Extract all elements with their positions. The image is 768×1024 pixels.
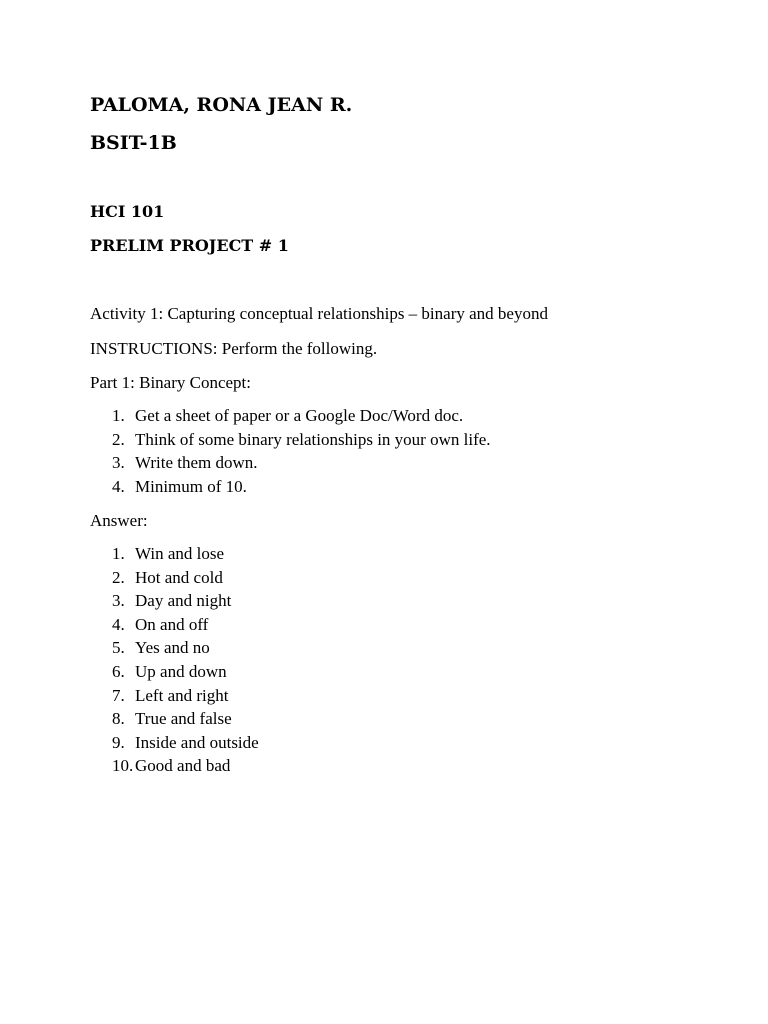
list-number: 9. [112, 732, 125, 752]
list-number: 3. [112, 453, 125, 473]
list-number: 4. [112, 476, 125, 496]
answer-label: Answer: [90, 511, 148, 530]
list-text: Inside and outside [135, 732, 259, 752]
list-text: Write them down. [135, 453, 258, 473]
course-code: HCI 101 [90, 202, 165, 221]
list-number: 10. [112, 756, 134, 776]
part-title: Part 1: Binary Concept: [90, 373, 252, 392]
list-number: 1. [112, 406, 125, 425]
list-number: 6. [112, 661, 125, 681]
list-text: Hot and cold [135, 567, 223, 587]
list-number: 4. [112, 614, 125, 634]
student-section: BSIT-1B [90, 132, 177, 154]
list-text: Good and bad [135, 756, 231, 776]
list-text: Minimum of 10. [135, 476, 247, 496]
list-text: Yes and no [135, 638, 210, 658]
student-name: PALOMA, RONA JEAN R. [90, 94, 353, 116]
list-number: 1. [112, 544, 125, 563]
instructions: INSTRUCTIONS: Perform the following. [90, 339, 378, 358]
list-number: 2. [112, 567, 125, 587]
list-text: Think of some binary relationships in your own life. [135, 429, 491, 449]
list-number: 7. [112, 685, 125, 705]
list-number: 2. [112, 429, 125, 449]
list-number: 3. [112, 591, 125, 611]
list-number: 8. [112, 709, 125, 729]
list-text: Up and down [135, 661, 227, 681]
list-text: Day and night [135, 591, 232, 611]
project-title: PRELIM PROJECT # 1 [90, 236, 289, 255]
list-number: 5. [112, 638, 125, 658]
list-text: Win and lose [135, 544, 225, 563]
list-text: Left and right [135, 685, 229, 705]
list-text: Get a sheet of paper or a Google Doc/Word doc. [135, 406, 464, 425]
activity-title: Activity 1: Capturing conceptual relationships – binary and beyond [90, 304, 548, 323]
list-text: On and off [135, 614, 209, 634]
list-text: True and false [135, 709, 232, 729]
